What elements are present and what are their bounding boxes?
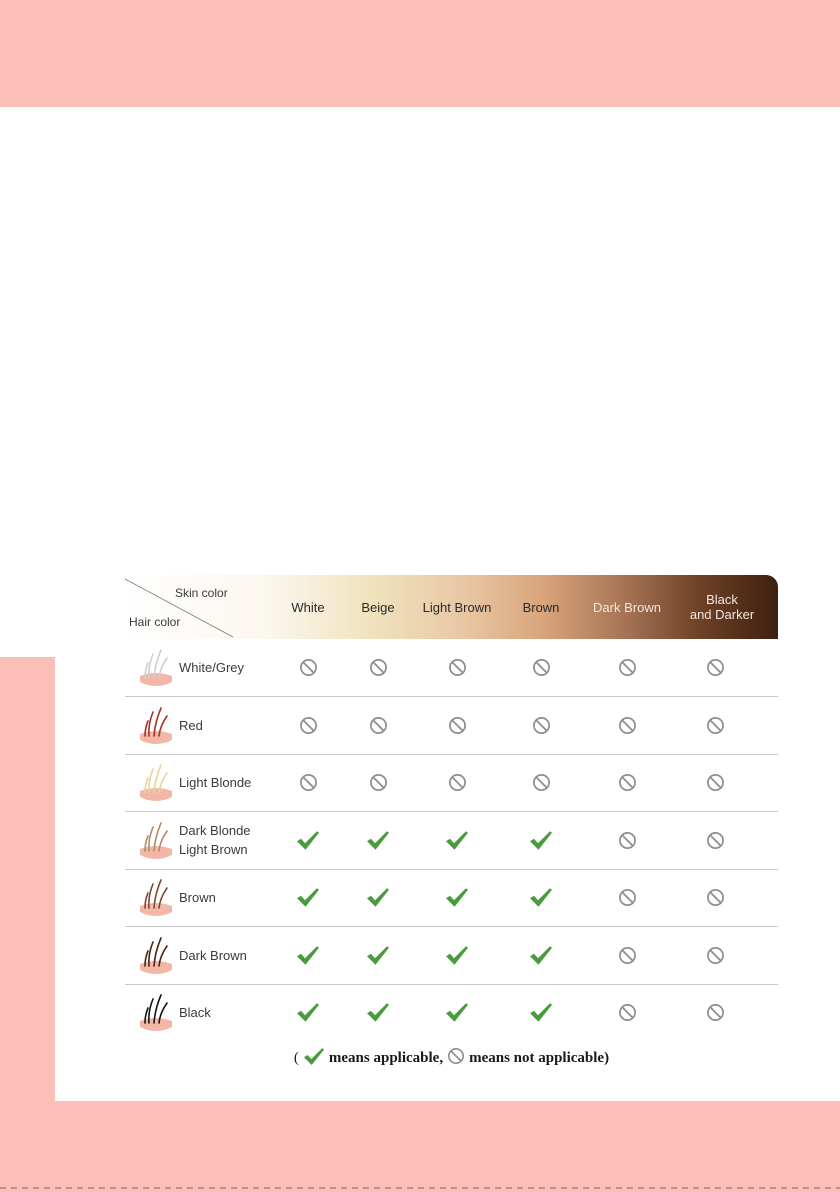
row-hair-label: Light Blonde — [179, 775, 252, 790]
no-entry-icon — [607, 754, 647, 811]
check-icon — [521, 869, 561, 926]
check-icon — [288, 984, 328, 1041]
check-icon — [358, 869, 398, 926]
check-icon — [288, 869, 328, 926]
no-entry-icon — [695, 927, 735, 984]
col-light-brown: Light Brown — [422, 599, 492, 615]
legend — [125, 1047, 778, 1071]
row-hair-label: Dark Blonde Light Brown — [179, 823, 251, 857]
no-entry-icon — [607, 927, 647, 984]
col-beige: Beige — [361, 599, 395, 615]
no-entry-icon — [695, 697, 735, 754]
no-entry-icon — [695, 869, 735, 926]
hair-follicle-icon — [139, 761, 173, 805]
no-entry-icon — [288, 754, 328, 811]
bottom-pink-band — [0, 1101, 840, 1192]
table-row — [125, 984, 778, 1041]
row-hair-label: Brown — [179, 890, 216, 905]
check-icon — [288, 812, 328, 869]
row-hair-label: Black — [179, 1005, 211, 1020]
no-entry-icon — [437, 697, 477, 754]
legend-not-applicable-text: means not applicable) — [469, 1050, 610, 1067]
no-entry-icon — [607, 812, 647, 869]
header-diagonal-divider — [125, 575, 235, 639]
table-row — [125, 639, 778, 697]
row-hair-label: Red — [179, 717, 203, 733]
no-entry-icon — [607, 984, 647, 1041]
check-icon — [288, 927, 328, 984]
no-entry-icon — [437, 754, 477, 811]
no-entry-icon — [521, 754, 561, 811]
dashed-divider — [0, 1187, 840, 1189]
col-dark-brown: Dark Brown — [593, 599, 661, 615]
hair-color-label: Hair color — [129, 615, 181, 629]
col-brown: Brown — [522, 599, 560, 615]
skin-hair-compatibility-table — [125, 575, 778, 1067]
check-icon — [437, 984, 477, 1041]
no-entry-icon — [695, 984, 735, 1041]
no-entry-icon — [607, 697, 647, 754]
check-icon — [521, 984, 561, 1041]
top-pink-band — [0, 0, 840, 107]
no-entry-icon — [607, 639, 647, 696]
table-row — [125, 812, 778, 870]
check-icon — [521, 812, 561, 869]
no-entry-icon — [695, 754, 735, 811]
table-row — [125, 697, 778, 755]
table-row — [125, 927, 778, 985]
no-entry-icon — [521, 639, 561, 696]
row-hair-label: White/Grey — [179, 660, 245, 675]
check-icon — [437, 869, 477, 926]
no-entry-icon — [447, 1047, 465, 1070]
hair-follicle-icon — [139, 991, 173, 1035]
col-black-and-darker: Black and Darker — [689, 592, 755, 622]
no-entry-icon — [521, 697, 561, 754]
check-icon — [358, 812, 398, 869]
no-entry-icon — [288, 697, 328, 754]
skin-color-label: Skin color — [175, 586, 228, 600]
no-entry-icon — [607, 869, 647, 926]
check-icon — [521, 927, 561, 984]
check-icon — [437, 812, 477, 869]
hair-follicle-icon — [139, 819, 173, 863]
check-icon — [358, 984, 398, 1041]
check-icon — [437, 927, 477, 984]
table-row — [125, 869, 778, 927]
no-entry-icon — [695, 812, 735, 869]
no-entry-icon — [358, 639, 398, 696]
table-row — [125, 754, 778, 812]
hair-follicle-icon — [139, 646, 173, 690]
left-pink-band — [0, 657, 55, 1102]
hair-follicle-icon — [139, 704, 173, 748]
check-icon — [303, 1047, 325, 1071]
no-entry-icon — [288, 639, 328, 696]
table-header — [125, 575, 778, 639]
check-icon — [358, 927, 398, 984]
row-hair-label: Dark Brown — [179, 947, 247, 963]
legend-applicable-text: means applicable, — [328, 1050, 444, 1067]
no-entry-icon — [358, 697, 398, 754]
no-entry-icon — [695, 639, 735, 696]
no-entry-icon — [358, 754, 398, 811]
legend-open-paren: ( — [293, 1050, 299, 1067]
no-entry-icon — [437, 639, 477, 696]
hair-follicle-icon — [139, 934, 173, 978]
hair-follicle-icon — [139, 876, 173, 920]
col-white: White — [291, 599, 325, 615]
